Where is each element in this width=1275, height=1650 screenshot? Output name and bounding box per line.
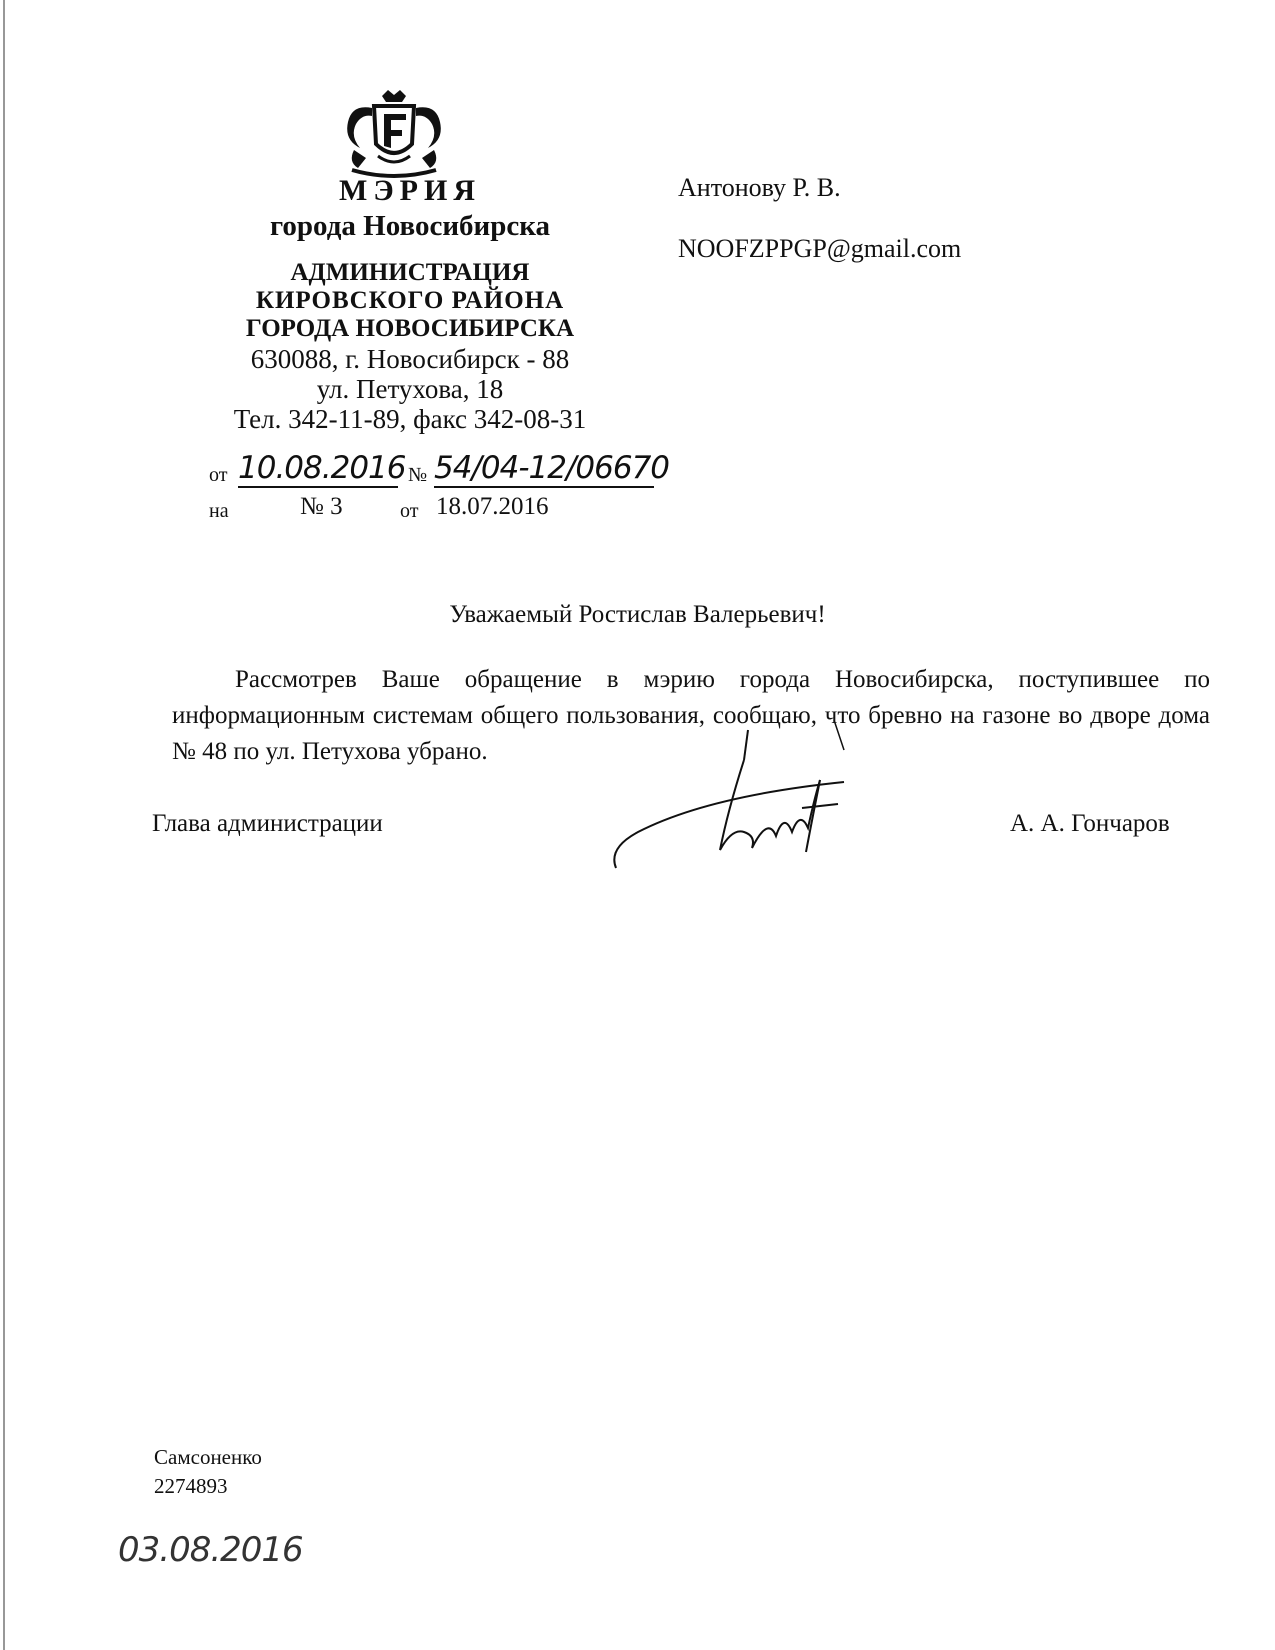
reply-number: № 3 bbox=[300, 493, 343, 520]
address-line-1: 630088, г. Новосибирск - 88 bbox=[250, 344, 570, 374]
ref-from-label: от bbox=[209, 464, 228, 486]
phone-fax: Тел. 342-11-89, факс 342-08-31 bbox=[233, 404, 587, 434]
reply-to-label: на bbox=[209, 500, 229, 522]
ref-number-label: № bbox=[408, 464, 428, 486]
city-title: города Новосибирска bbox=[269, 210, 551, 242]
address-line-2: ул. Петухова, 18 bbox=[316, 374, 504, 404]
admin-line-1: АДМИНИСТРАЦИЯ bbox=[290, 259, 530, 286]
signatory-name: А. А. Гончаров bbox=[1010, 810, 1170, 837]
executor-phone: 2274893 bbox=[154, 1474, 228, 1498]
reply-date: 18.07.2016 bbox=[436, 493, 549, 520]
letter-body-paragraph: Рассмотрев Ваше обращение в мэрию города Новосибирска, поступившее по информационным системам общего пользования, сообщаю, что бревно на газоне во дворе дома № 48 по ул. Петухова убрано. bbox=[172, 666, 1210, 765]
admin-line-3: ГОРОДА НОВОСИБИРСКА bbox=[245, 315, 575, 342]
ref-date-handwritten: 10.08.2016 bbox=[238, 450, 406, 486]
recipient-name: Антонову Р. В. bbox=[678, 173, 841, 202]
reply-from-label: от bbox=[400, 500, 419, 522]
signatory-position: Глава администрации bbox=[152, 810, 383, 837]
coat-of-arms-icon bbox=[338, 88, 450, 184]
signature-icon bbox=[608, 720, 868, 880]
ref-number-handwritten: 54/04-12/06670 bbox=[434, 450, 670, 486]
scan-edge bbox=[3, 0, 5, 1650]
mayoralty-title: МЭРИЯ bbox=[339, 174, 481, 207]
executor-name: Самсоненко bbox=[154, 1445, 262, 1469]
recipient-email: NOOFZPPGP@gmail.com bbox=[678, 234, 962, 263]
admin-line-2: КИРОВСКОГО РАЙОНА bbox=[255, 287, 565, 314]
executor-date-handwritten: 03.08.2016 bbox=[118, 1530, 303, 1570]
letter-greeting: Уважаемый Ростислав Валерьевич! bbox=[449, 601, 826, 628]
